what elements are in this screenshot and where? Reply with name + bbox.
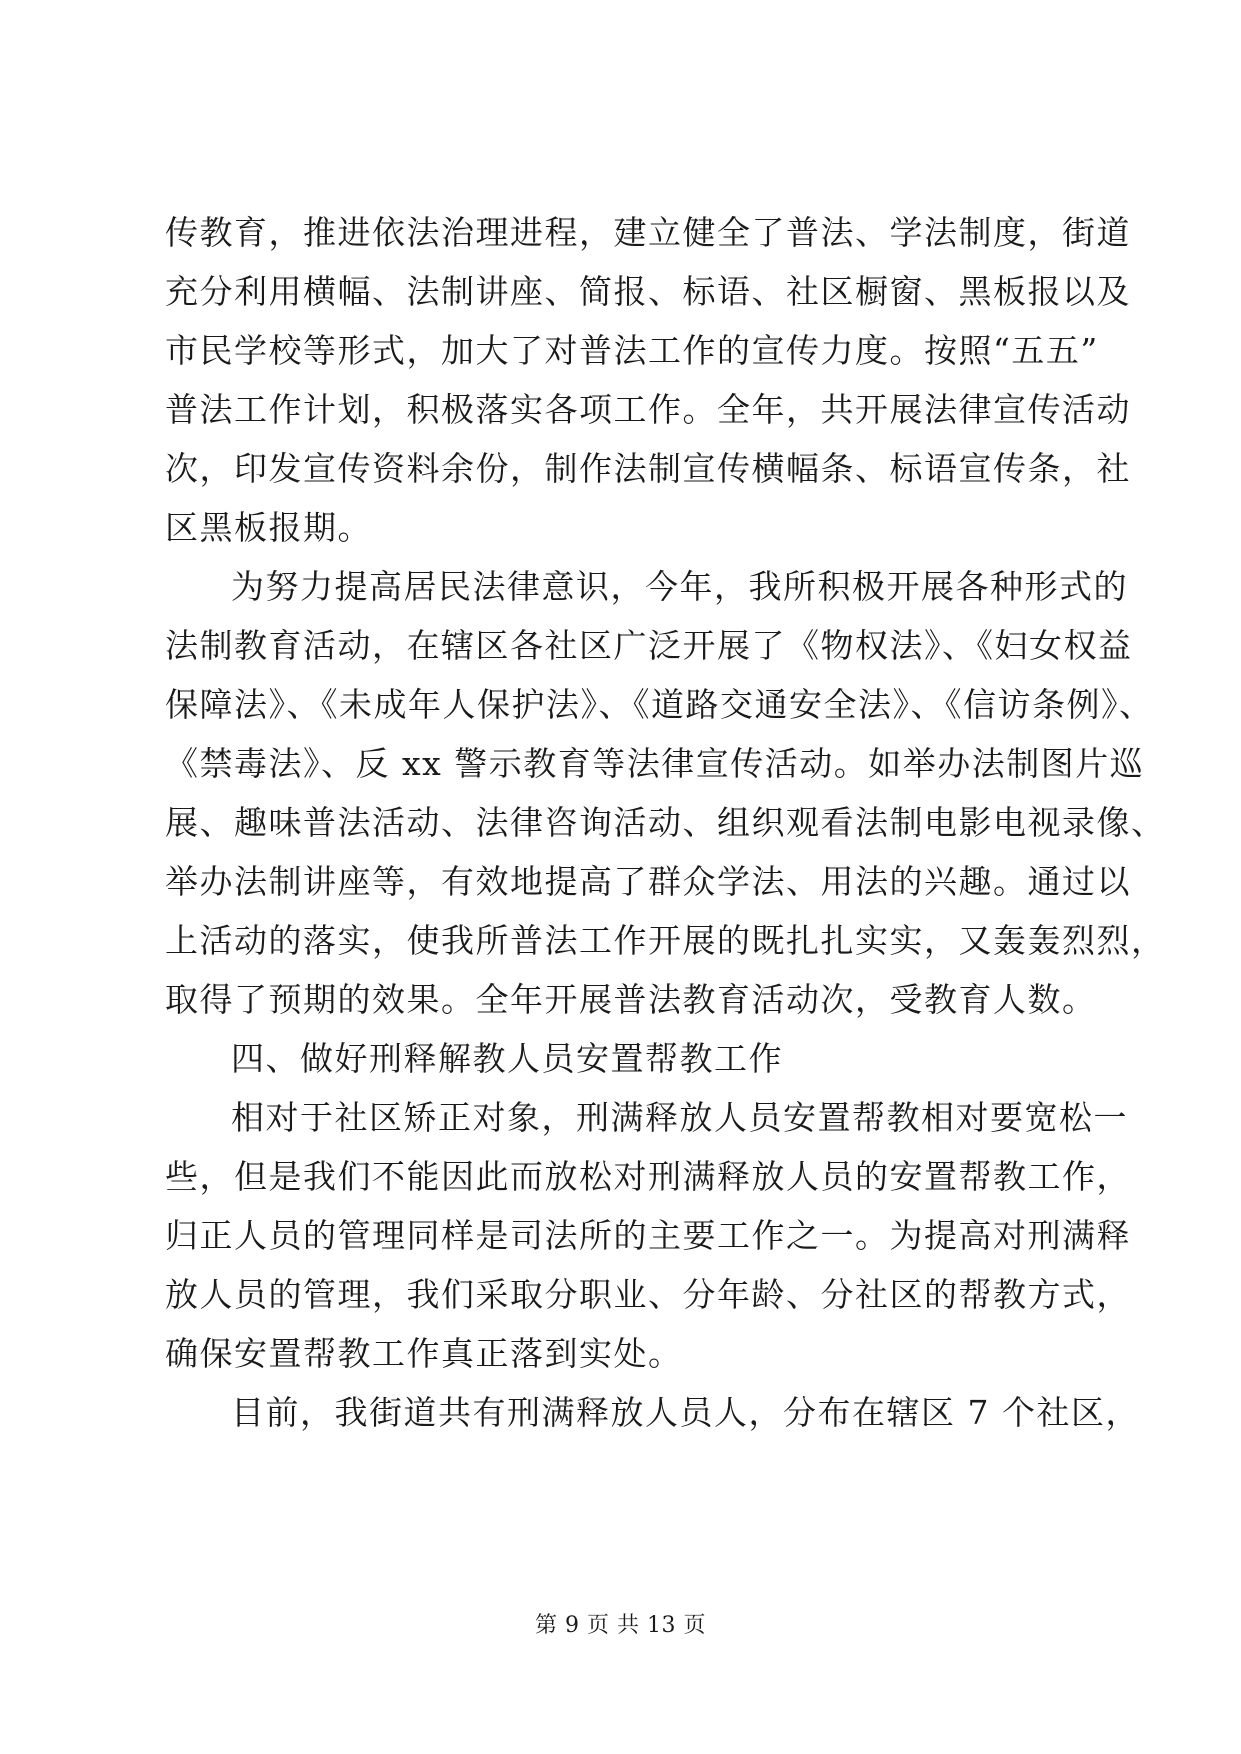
text-line: 法制教育活动，在辖区各社区广泛开展了《物权法》、《妇女权益 xyxy=(165,626,1133,665)
page-number-footer: 第 9 页 共 13 页 xyxy=(535,1613,706,1638)
paragraph-first-line: 相对于社区矫正对象，刑满释放人员安置帮教相对要宽松一 xyxy=(231,1098,1128,1137)
text-line: 次，印发宣传资料余份，制作法制宣传横幅条、标语宣传条，社 xyxy=(165,449,1131,488)
text-line: 取得了预期的效果。全年开展普法教育活动次，受教育人数。 xyxy=(165,980,1097,1019)
text-line: 普法工作计划，积极落实各项工作。全年，共开展法律宣传活动 xyxy=(165,390,1131,429)
text-line: 些，但是我们不能因此而放松对刑满释放人员的安置帮教工作， xyxy=(165,1157,1131,1196)
text-line: 充分利用横幅、法制讲座、简报、标语、社区橱窗、黑板报以及 xyxy=(165,272,1131,311)
text-line: 传教育，推进依法治理进程，建立健全了普法、学法制度，街道 xyxy=(165,213,1131,252)
paragraph-first-line: 为努力提高居民法律意识，今年，我所积极开展各种形式的 xyxy=(231,567,1128,606)
text-line: 区黑板报期。 xyxy=(165,508,372,547)
text-line: 市民学校等形式，加大了对普法工作的宣传力度。按照“五五” xyxy=(165,331,1099,370)
text-line: 《禁毒法》、反 xx 警示教育等法律宣传活动。如举办法制图片巡 xyxy=(165,744,1145,783)
text-line: 归正人员的管理同样是司法所的主要工作之一。为提高对刑满释 xyxy=(165,1216,1131,1255)
text-line: 放人员的管理，我们采取分职业、分年龄、分社区的帮教方式， xyxy=(165,1275,1131,1314)
paragraph-first-line: 目前，我街道共有刑满释放人员人，分布在辖区 7 个社区， xyxy=(231,1393,1140,1432)
text-line: 上活动的落实，使我所普法工作开展的既扎扎实实，又轰轰烈烈， xyxy=(165,921,1166,960)
text-line: 保障法》、《未成年人保护法》、《道路交通安全法》、《信访条例》、 xyxy=(165,685,1154,724)
text-line: 确保安置帮教工作真正落到实处。 xyxy=(165,1334,683,1373)
text-line: 展、趣味普法活动、法律咨询活动、组织观看法制电影电视录像、 xyxy=(165,803,1166,842)
section-heading: 四、做好刑释解教人员安置帮教工作 xyxy=(231,1039,783,1078)
text-line: 举办法制讲座等，有效地提高了群众学法、用法的兴趣。通过以 xyxy=(165,862,1131,901)
